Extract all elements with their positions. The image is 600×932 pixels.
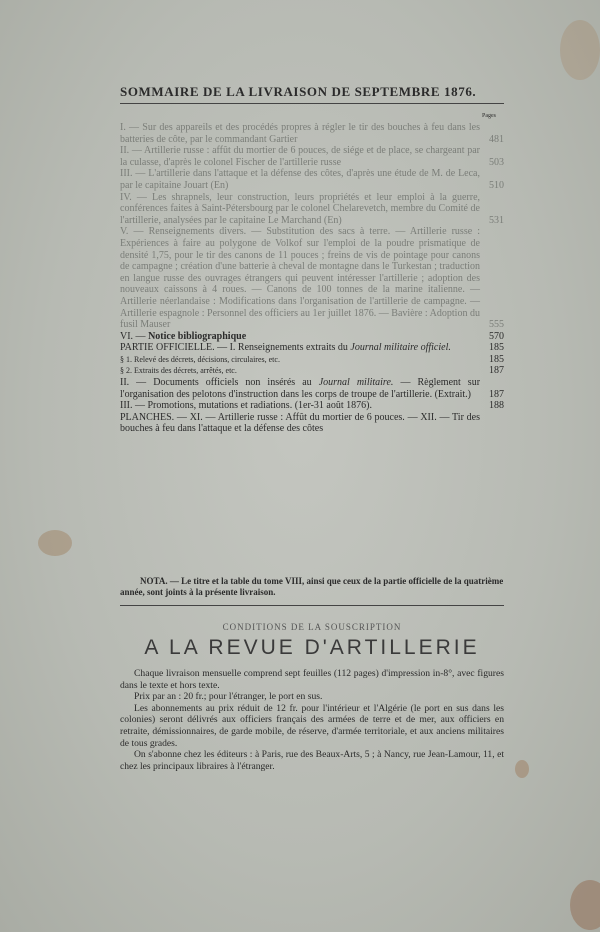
conditions-body xyxy=(120,668,504,772)
pages-label: Pages xyxy=(482,113,496,119)
stain xyxy=(570,880,600,930)
conditions-paragraph: Chaque livraison mensuelle comprend sept feuilles (112 pages) d'impression in-8°, avec figures dans le texte et hors texte. xyxy=(120,668,504,691)
toc-entry xyxy=(120,168,504,191)
entry-page: 481 xyxy=(489,133,504,145)
stain xyxy=(38,530,72,556)
entry-text-italic: Journal militaire. xyxy=(318,377,394,389)
entry-text: Les shrapnels, leur construction, leurs propriétés et leur emploi à la guerre, conférences faites à Saint-Pétersbourg par le colonel Chelarevetch, membre du Comité de l'artillerie, analysées par le capitaine Le Marchand (En) xyxy=(120,191,481,226)
entry-page: 531 xyxy=(489,214,504,226)
toc-entry xyxy=(120,412,504,435)
stain xyxy=(560,20,600,80)
entry-number: II. — xyxy=(120,145,142,157)
conditions-paragraph: On s'abonne chez les éditeurs : à Paris, rue des Beaux-Arts, 5 ; à Nancy, rue Jean-Lamour, 11, et chez les principaux libraires à l'étranger. xyxy=(120,749,504,772)
entry-text: Notice bibliographique xyxy=(148,330,247,342)
title-rule xyxy=(120,103,504,104)
entry-text: PARTIE OFFICIELLE. — I. Renseignements extraits du xyxy=(120,342,348,354)
page-title: SOMMAIRE DE LA LIVRAISON DE SEPTEMBRE 1876. xyxy=(120,84,477,99)
entry-page: 187 xyxy=(489,388,504,400)
entry-number: IV. — xyxy=(120,191,147,203)
entry-page: 188 xyxy=(489,400,504,412)
entry-page: 187 xyxy=(489,365,504,377)
section-rule xyxy=(120,605,504,606)
toc-entry xyxy=(120,226,504,330)
entry-page: 510 xyxy=(489,179,504,191)
entry-text: § 1. Relevé des décrets, décisions, circulaires, etc. xyxy=(120,354,280,364)
entry-number: VI. — xyxy=(120,330,146,342)
entry-page: 185 xyxy=(489,342,504,354)
toc-entry xyxy=(120,377,504,400)
entry-page: 570 xyxy=(489,330,504,342)
entry-text: Sur des appareils et des procédés propres à régler le tir des bouches à feu dans les batteries de côte, par le commandant Gartier xyxy=(120,122,480,145)
entry-number: I. — xyxy=(120,122,140,133)
entry-text: L'artillerie dans l'attaque et la défense des côtes, d'après une étude de M. de Leca, par le capitaine Jouart (En) xyxy=(120,168,480,191)
entry-page: 555 xyxy=(489,319,504,331)
revue-heading: A LA REVUE D'ARTILLERIE xyxy=(144,636,480,659)
entry-text: III. — Promotions, mutations et radiations. (1er-31 août 1876). xyxy=(120,400,372,412)
toc-entry xyxy=(120,122,504,145)
entry-text: — Règlement sur l'organisation des pelotons d'instruction dans les corps de troupe de l'artillerie. (Extrait.) xyxy=(120,377,481,400)
entry-text-italic: Journal militaire officiel. xyxy=(350,342,451,354)
entry-text: Artillerie russe : affût du mortier de 6 pouces, de siége et de place, se chargeant par la culasse, d'après le colonel Fischer de l'artillerie russe xyxy=(120,145,480,168)
entry-page: 185 xyxy=(489,353,504,365)
toc-entry xyxy=(120,145,504,168)
toc-entry xyxy=(120,354,504,366)
entry-page: 503 xyxy=(489,156,504,168)
toc-entry xyxy=(120,400,504,412)
entry-text: § 2. Extraits des décrets, arrêtés, etc. xyxy=(120,366,237,376)
entry-text: Renseignements divers. — Substitution des sacs à terre. — Artillerie russe : Expériences à faire au polygone de Volkof sur l'emploi de la poudre prismatique de densité 1,75, pour le tir des canons de 11 pouces ; freins de vis de pointage pour canons de campagne ; création d'une batterie à cheval de montagne dans le Turkestan ; traduction en langue russe des ouvrages étrangers qui peuvent intéresser l'artillerie ; adoption des nouveaux caissons à 4 roues. — Canons de 100 tonnes de la marine italienne. — Artillerie néerlandaise : Modifications dans l'organisation de l'artillerie de campagne. — Artillerie espagnole : Personnel des officiers au 1er juillet 1876. — Bavière : Adoption du fusil Mauser xyxy=(120,226,481,331)
conditions-paragraph: Prix par an : 20 fr.; pour l'étranger, le port en sus. xyxy=(134,691,323,703)
toc-entry xyxy=(120,331,504,343)
toc-entry xyxy=(120,192,504,227)
table-of-contents xyxy=(120,122,504,435)
conditions-paragraph: Les abonnements au prix réduit de 12 fr. pour l'intérieur et l'Algérie (le port en sus dans les colonies) seront délivrés aux officiers français des armées de terre et de mer, aux officiers en retraite, démissionnaires, de garde mobile, de réserve, d'armée territoriale, et aux anciens militaires de tous grades. xyxy=(120,702,504,749)
toc-entry xyxy=(120,365,504,377)
entry-number: III. — xyxy=(120,168,146,180)
toc-entry xyxy=(120,342,504,354)
entry-text: PLANCHES. — XI. — Artillerie russe : Affût du mortier de 6 pouces. — XII. — Tir des bouches à feu dans l'attaque et la défense des côtes xyxy=(120,411,480,435)
conditions-heading: CONDITIONS DE LA SOUSCRIPTION xyxy=(222,622,402,632)
nota-note: NOTA. — Le titre et la table du tome VIII, ainsi que ceux de la partie officielle de la quatrième année, sont joints à la présente livraison. xyxy=(120,576,504,597)
stain xyxy=(515,760,529,778)
entry-number: V. — xyxy=(120,226,144,238)
entry-text: II. — Documents officiels non insérés au xyxy=(120,377,312,389)
